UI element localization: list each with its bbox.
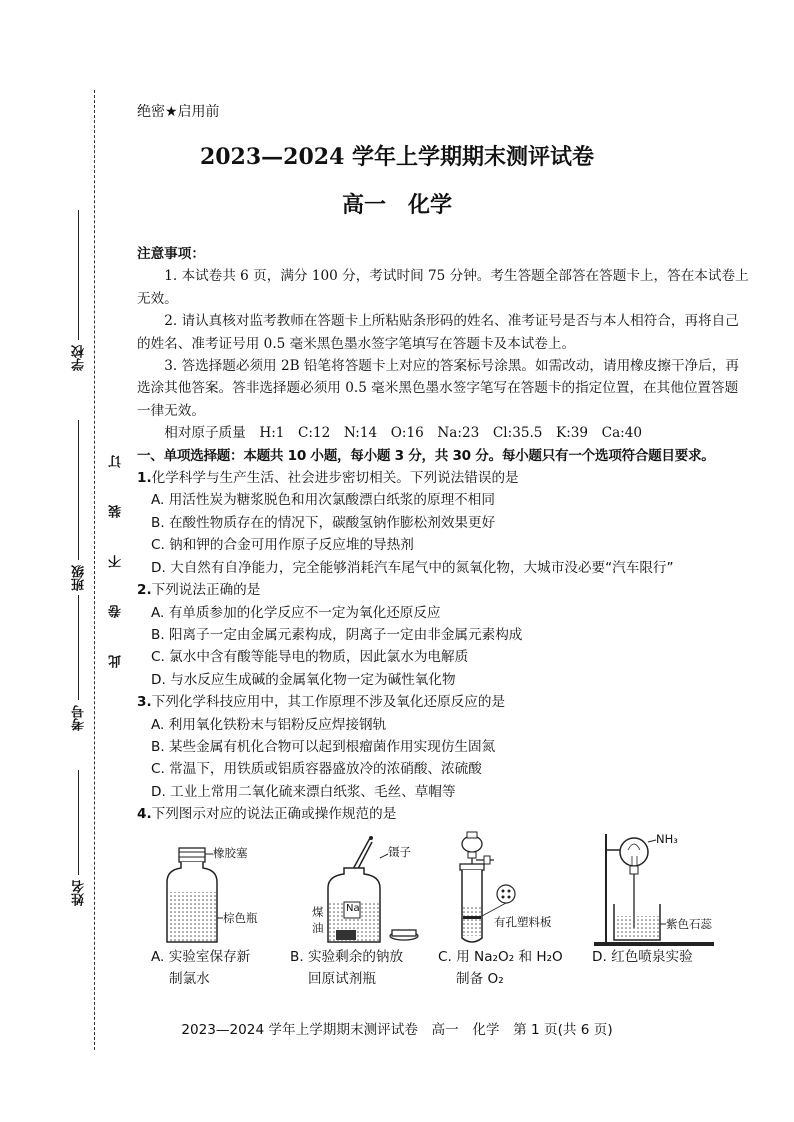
question-number: 1. (137, 470, 152, 487)
caption-c-line2: 制备 O₂ (456, 971, 504, 987)
gas-generator-diagram (434, 830, 584, 950)
notice-item-3: 3. 答选择题必须用 2B 铅笔将答题卡上对应的答案标号涂黑。如需改动，请用橡皮擦干净后，再选涂其他答案。答非选择题必须用 0.5 毫米黑色墨水签字笔写在答题卡的指定位置，在其他位置答题一律无效。 (137, 358, 739, 419)
name-blank-line (78, 770, 79, 875)
notice-item-1: 1. 本试卷共 6 页，满分 100 分，考试时间 75 分钟。考生答题全部答在答题卡上，答在本试卷上无效。 (137, 268, 749, 307)
question-text: 下列说法正确的是 (151, 582, 261, 599)
option-c: C. 钠和钾的合金可用作原子反应堆的导热剂 (151, 537, 414, 554)
question-number: 3. (137, 694, 152, 711)
question-number: 2. (137, 582, 152, 599)
option-d: D. 大自然有自净能力，完全能够消耗汽车尾气中的氮氧化物，大城市没必要“汽车限行” (151, 559, 674, 576)
seal-char-1: 此 (109, 655, 124, 668)
question-stem (137, 803, 749, 825)
caption-a-line1: A. 实验室保存新 (151, 949, 251, 965)
option-d: D. 与水反应生成碱的金属氧化物一定为碱性氧化物 (151, 671, 456, 688)
exam-no-blank-line (78, 595, 79, 700)
question-number: 4. (137, 806, 152, 823)
school-blank-line (78, 210, 79, 340)
option-b: B. 阳离子一定由金属元素构成，阴离子一定由非金属元素构成 (151, 626, 523, 643)
option-a: A. 有单质参加的化学反应不一定为氧化还原反应 (151, 604, 441, 621)
label-na: Na (346, 903, 360, 914)
label-nh3: NH₃ (656, 832, 678, 846)
figure-c (434, 830, 584, 1000)
seal-char-4: 装 (109, 505, 124, 518)
side-label-exam-no: 考号 (72, 705, 87, 731)
side-label-class: 班级 (72, 565, 87, 591)
atomic-masses: 相对原子质量 H:1 C:12 N:14 O:16 Na:23 Cl:35.5 K:39 Ca:40 (164, 425, 643, 442)
page-title: 2023—2024 学年上学期期末测评试卷 (199, 144, 595, 170)
option-d: D. 工业上常用二氧化硫来漂白纸浆、毛丝、草帽等 (151, 783, 456, 800)
binding-dashed-line (94, 90, 95, 1050)
page-subtitle: 高一 化学 (341, 192, 452, 218)
seal-char-3: 不 (109, 555, 124, 568)
caption-c-line1: C. 用 Na₂O₂ 和 H₂O (438, 949, 563, 965)
figure-d (584, 830, 734, 1000)
label-tweezers: 镊子 (388, 845, 411, 859)
page-footer: 2023—2024 学年上学期期末测评试卷 高一 化学 第 1 页(共 6 页) (181, 1022, 613, 1038)
option-a: A. 用活性炭为糖浆脱色和用次氯酸漂白纸浆的原理不相同 (151, 492, 495, 509)
seal-char-2: 卷 (109, 605, 124, 618)
fountain-experiment-diagram (584, 830, 744, 950)
label-kerosene-1: 煤 (312, 905, 324, 919)
option-b: B. 在酸性物质存在的情况下，碳酸氢钠作膨松剂效果更好 (151, 514, 496, 531)
class-blank-line (78, 420, 79, 560)
label-kerosene-2: 油 (312, 921, 324, 935)
notice-item-2: 2. 请认真核对监考教师在答题卡上所粘贴条形码的姓名、准考证号是否与本人相符合，再将自己的姓名、准考证号用 0.5 毫米黑色墨水签字笔填写在答题卡及本试卷上。 (137, 313, 739, 352)
side-label-school: 学校 (72, 345, 87, 371)
brown-bottle-diagram (137, 830, 287, 950)
option-c: C. 常温下，用铁质或铝质容器盛放冷的浓硝酸、浓硫酸 (151, 761, 482, 778)
option-b: B. 某些金属有机化合物可以起到根瘤菌作用实现仿生固氮 (151, 738, 496, 755)
label-purple-litmus: 紫色石蕊 (666, 917, 712, 931)
side-label-name: 姓名 (72, 880, 87, 906)
label-perforated-plate: 有孔塑料板 (494, 915, 552, 929)
label-brown-bottle: 棕色瓶 (223, 911, 258, 925)
sodium-bottle-diagram (284, 830, 434, 950)
label-rubber-stopper: 橡胶塞 (213, 846, 248, 860)
exam-content (137, 243, 749, 826)
question-text: 下列图示对应的说法正确或操作规范的是 (151, 806, 397, 823)
question-stem (137, 467, 749, 489)
caption-b-line1: B. 实验剩余的钠放 (290, 949, 404, 965)
notice-heading: 注意事项： (137, 246, 205, 262)
option-c: C. 氯水中含有酸等能导电的物质，因此氯水为电解质 (151, 649, 469, 666)
question-stem (137, 579, 749, 601)
question-4-figures (137, 830, 749, 1000)
caption-d-line1: D. 红色喷泉实验 (592, 949, 693, 965)
question-stem (137, 691, 749, 713)
figure-b (284, 830, 434, 1000)
section-heading: 一、单项选择题：本题共 10 小题，每小题 3 分，共 30 分。每小题只有一个选项符合题目要求。 (137, 447, 715, 464)
figure-a (137, 830, 287, 1000)
caption-b-line2: 回原试剂瓶 (308, 971, 376, 987)
option-a: A. 利用氧化铁粉末与铝粉反应焊接钢轨 (151, 716, 387, 733)
secret-mark: 绝密★启用前 (137, 104, 220, 120)
question-text: 化学科学与生产生活、社会进步密切相关。下列说法错误的是 (151, 470, 519, 487)
question-text: 下列化学科技应用中，其工作原理不涉及氧化还原反应的是 (151, 694, 506, 711)
seal-char-5: 订 (109, 455, 124, 468)
caption-a-line2: 制氯水 (169, 971, 210, 987)
